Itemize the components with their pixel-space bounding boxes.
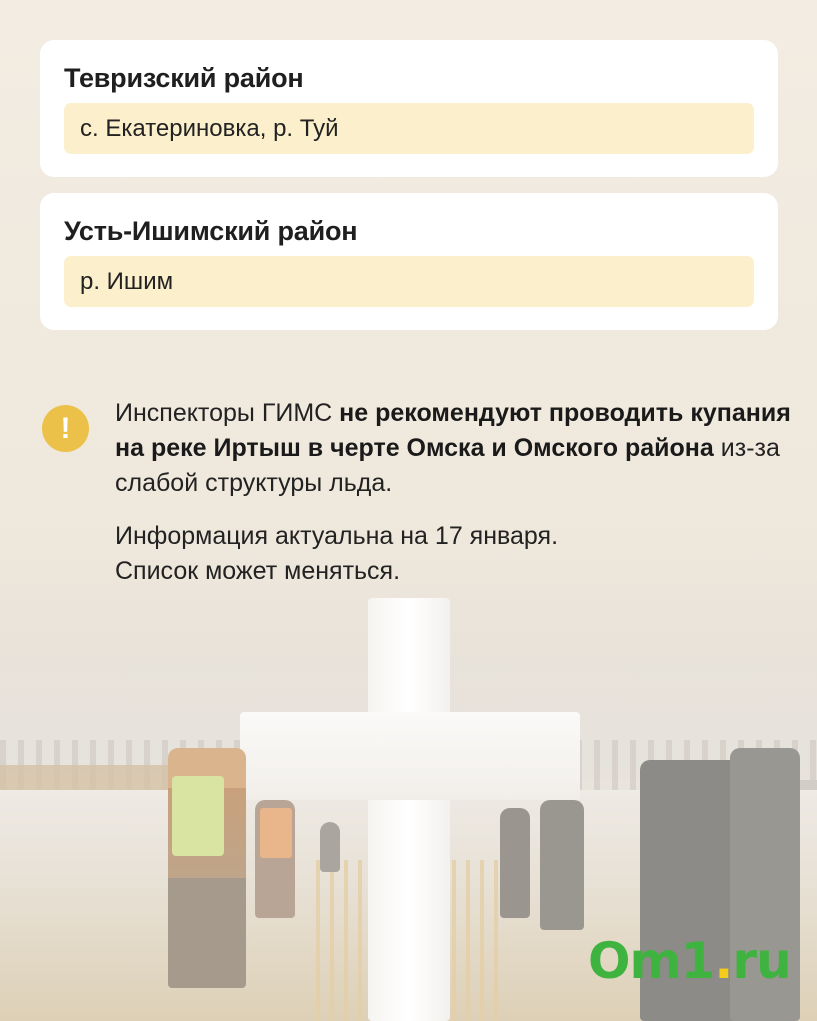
notice-part1: Инспекторы ГИМС xyxy=(115,399,340,427)
district-location: р. Ишим xyxy=(64,256,754,307)
notice-info-line1: Информация актуальна на 17 января. xyxy=(115,522,559,550)
notice-text xyxy=(115,396,795,589)
notice-bold: не рекомендуют проводить купания на реке Иртыш в черте Омска и Омского района xyxy=(115,399,791,462)
notice-info xyxy=(115,519,795,589)
notice-info-line2: Список может меняться. xyxy=(115,557,401,585)
person-distant xyxy=(320,822,340,872)
ice-cross-vertical xyxy=(368,598,450,1021)
person-photographer xyxy=(500,808,530,918)
district-title: Тевризский район xyxy=(64,63,304,93)
person-worker-2-vest xyxy=(260,808,292,858)
notice-part2: из-за слабой структуры льда. xyxy=(115,434,780,497)
wooden-fence-left xyxy=(316,860,366,1021)
district-location: с. Екатериновка, р. Туй xyxy=(64,103,754,154)
ice-cross-horizontal xyxy=(240,712,580,800)
notice-paragraph xyxy=(115,396,795,501)
logo-ru: ru xyxy=(732,932,791,990)
district-card-tevriz xyxy=(40,40,778,177)
exclamation-icon: ! xyxy=(42,405,89,452)
logo-om1: Om1 xyxy=(588,932,715,990)
logo-dot: . xyxy=(714,932,733,990)
person-photographer-2 xyxy=(540,800,584,930)
district-card-ust-ishim xyxy=(40,193,778,330)
person-worker-vest xyxy=(172,776,224,856)
wooden-fence-right xyxy=(452,860,502,1021)
district-title: Усть-Ишимский район xyxy=(64,216,358,246)
om1-logo xyxy=(588,930,791,992)
